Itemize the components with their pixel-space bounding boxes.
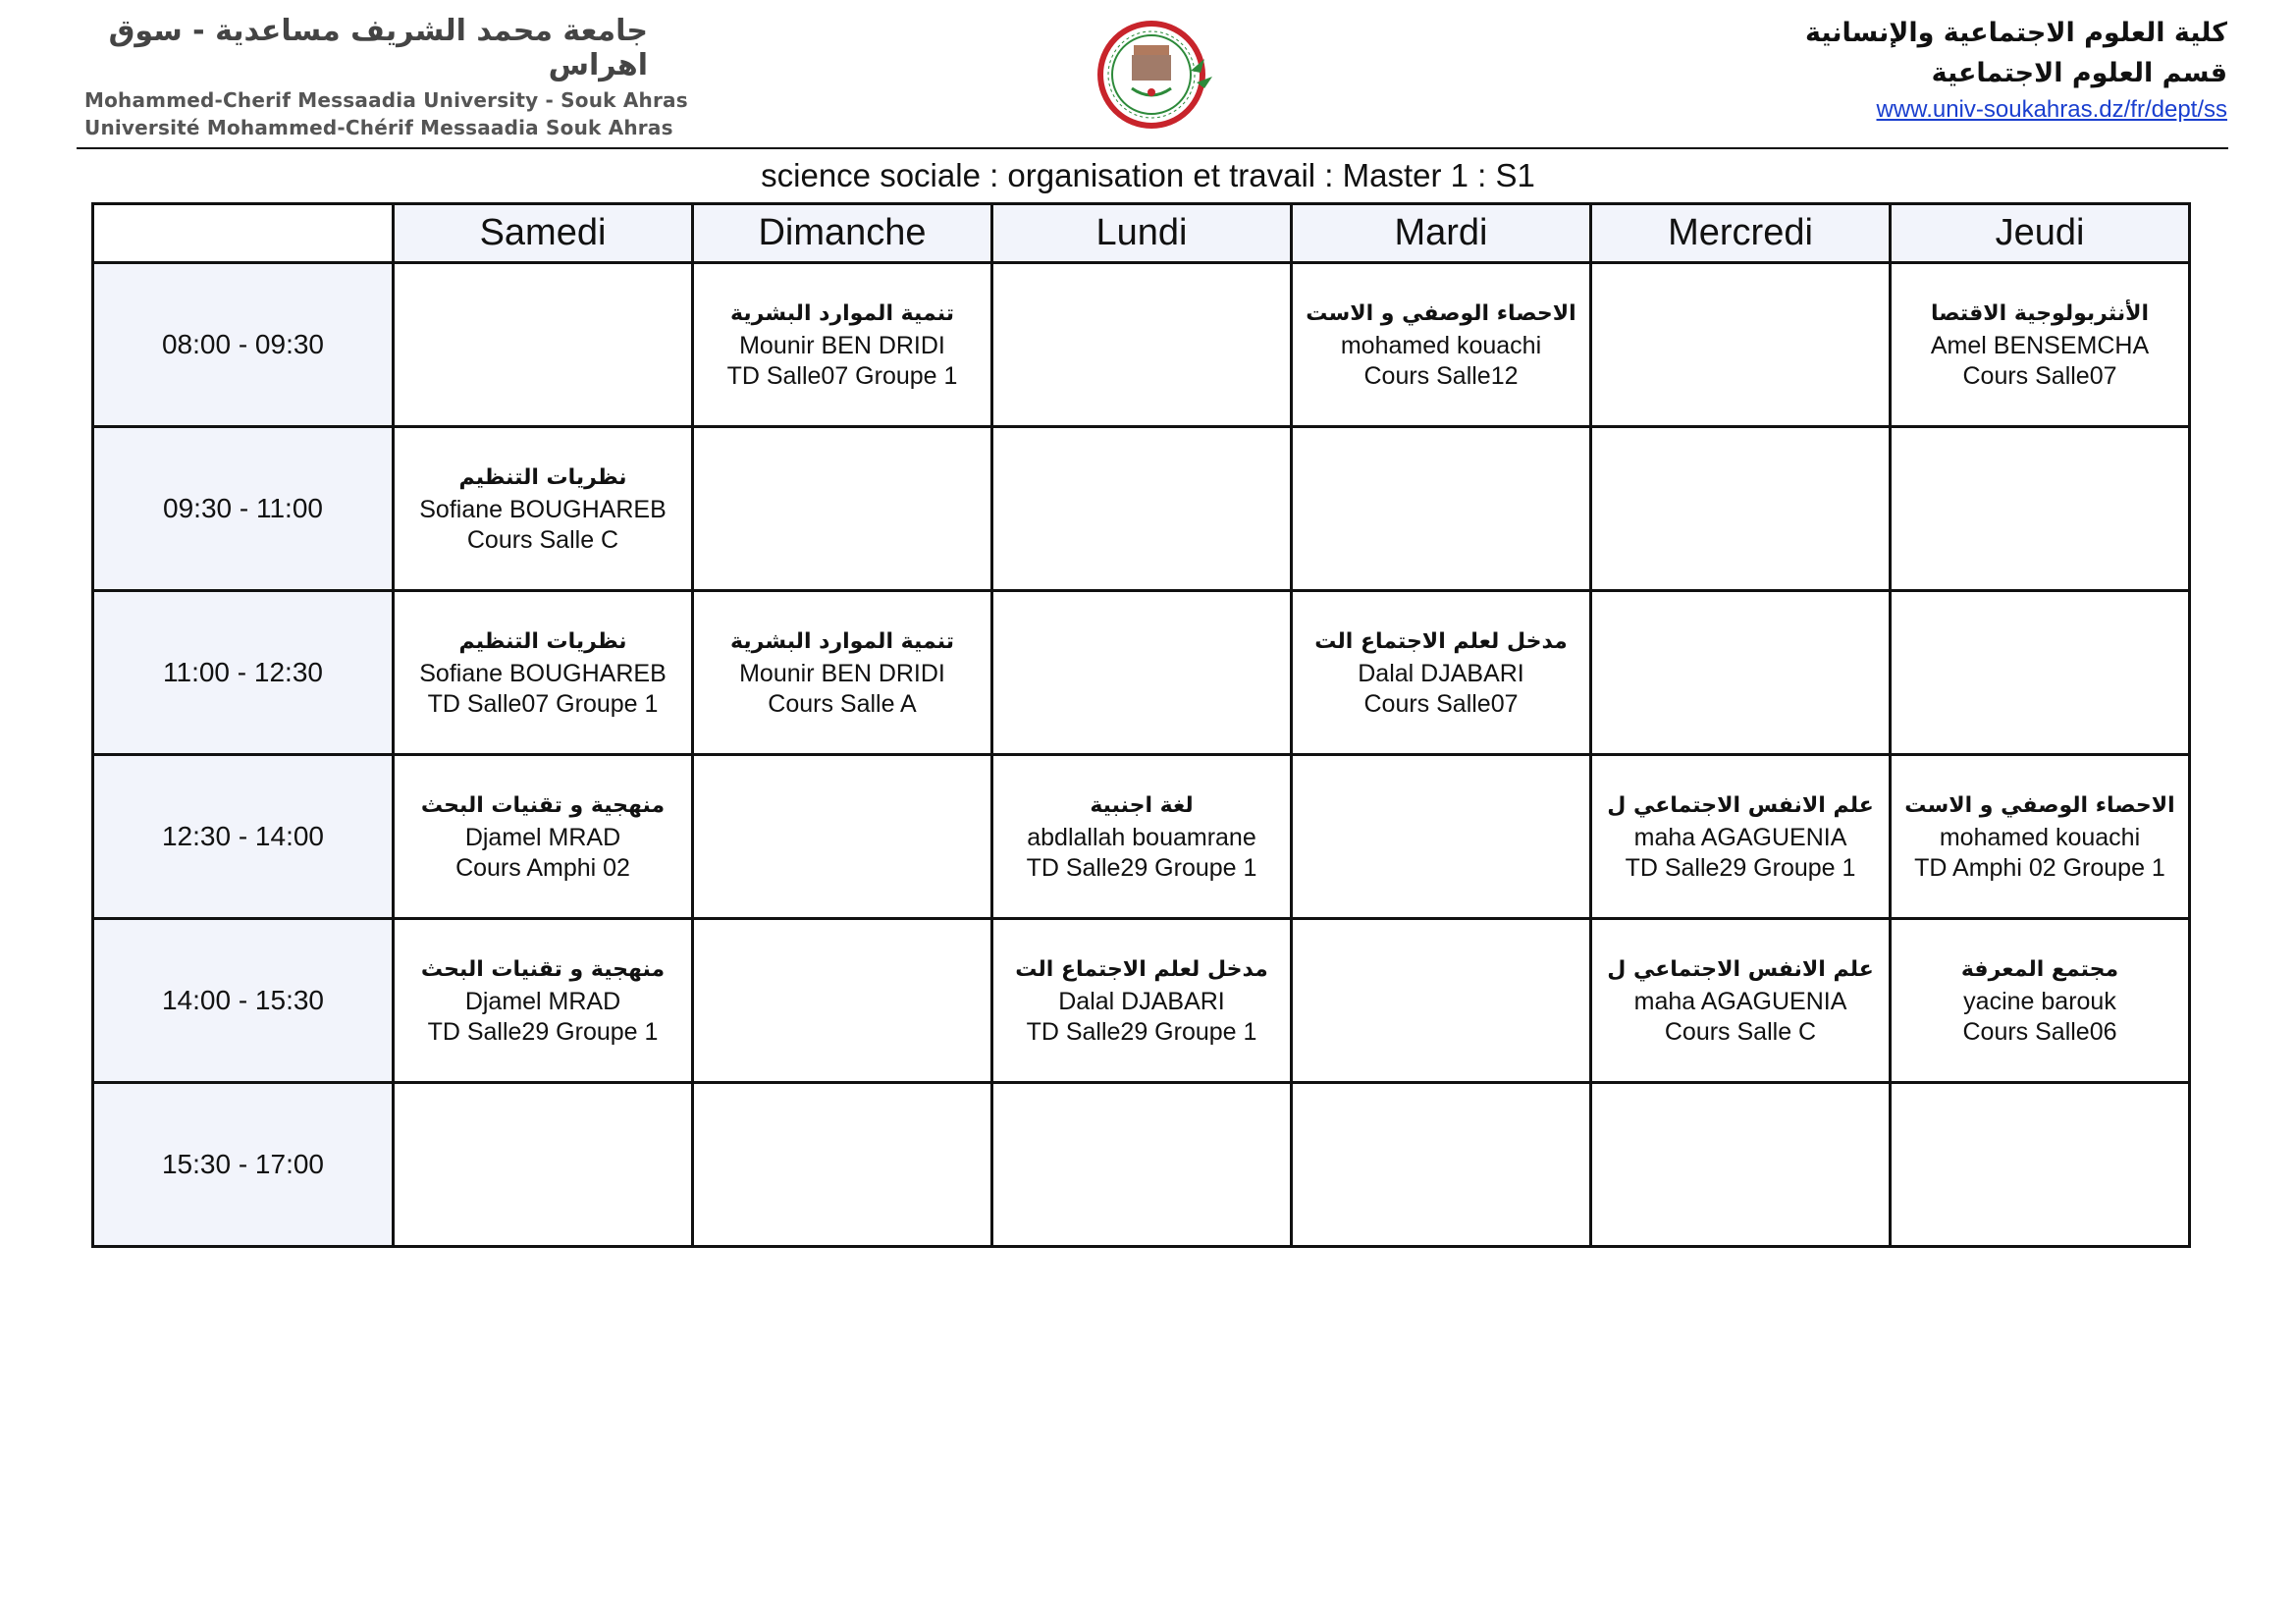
university-seal-icon — [1095, 14, 1227, 130]
session-cell-samedi — [394, 263, 693, 427]
session-cell-samedi — [394, 427, 693, 591]
session-cell-dimanche — [693, 263, 992, 427]
session-cell-lundi — [992, 263, 1292, 427]
course-room: TD Salle29 Groupe 1 — [1026, 854, 1257, 882]
course-subject: علم الانفس الاجتماعي ل — [1607, 957, 1874, 982]
university-name-block — [79, 14, 688, 139]
course-subject: منهجية و تقنيات البحث — [420, 793, 666, 818]
course-subject: مجتمع المعرفة — [1960, 957, 2119, 982]
session-cell-mardi — [1292, 755, 1591, 919]
course-subject: الاحصاء الوصفي و الاست — [1306, 301, 1576, 326]
session-cell-lundi — [992, 919, 1292, 1083]
university-name-english: Mohammed-Cherif Messaadia University - Souk Ahras — [84, 88, 688, 112]
day-header-jeudi: Jeudi — [1891, 204, 2190, 263]
session-cell-mercredi — [1591, 1083, 1891, 1247]
day-header-row — [93, 204, 2190, 263]
session-cell-mercredi — [1591, 427, 1891, 591]
course-teacher: Mounir BEN DRIDI — [739, 332, 945, 359]
table-row — [93, 1083, 2190, 1247]
timetable — [91, 202, 2191, 1248]
session-cell-lundi — [992, 591, 1292, 755]
session-cell-mercredi — [1591, 591, 1891, 755]
day-header-dimanche: Dimanche — [693, 204, 992, 263]
course-subject: تنمية الموارد البشرية — [730, 629, 954, 654]
session-cell-mercredi — [1591, 263, 1891, 427]
course-subject: علم الانفس الاجتماعي ل — [1607, 793, 1874, 818]
day-header-lundi: Lundi — [992, 204, 1292, 263]
course-subject: مدخل لعلم الاجتماع الت — [1314, 629, 1568, 654]
session-cell-dimanche — [693, 755, 992, 919]
session-cell-jeudi — [1891, 755, 2190, 919]
table-row — [93, 919, 2190, 1083]
course-room: TD Salle29 Groupe 1 — [1625, 854, 1856, 882]
session-cell-lundi — [992, 427, 1292, 591]
schedule-title: science sociale : organisation et travail : Master 1 : S1 — [761, 157, 1535, 193]
course-room: Cours Salle A — [768, 690, 917, 718]
table-row — [93, 755, 2190, 919]
table-row — [93, 591, 2190, 755]
session-cell-mardi — [1292, 1083, 1591, 1247]
time-slot-cell: 12:30 - 14:00 — [93, 755, 394, 919]
time-slot-cell: 14:00 - 15:30 — [93, 919, 394, 1083]
course-subject: لغة اجنبية — [1090, 793, 1194, 818]
university-name-arabic: جامعة محمد الشريف مساعدية - سوق اهراس — [108, 14, 648, 82]
course-room: Cours Salle07 — [1962, 362, 2117, 390]
session-cell-mardi — [1292, 427, 1591, 591]
course-teacher: maha AGAGUENIA — [1633, 824, 1847, 851]
course-room: TD Salle29 Groupe 1 — [1026, 1018, 1257, 1046]
university-name-french: Université Mohammed-Chérif Messaadia Souk Ahras — [84, 116, 673, 139]
time-slot-cell: 11:00 - 12:30 — [93, 591, 394, 755]
course-subject: نظريات التنظيم — [458, 629, 627, 654]
course-teacher: Dalal DJABARI — [1358, 660, 1524, 687]
course-room: TD Salle07 Groupe 1 — [427, 690, 659, 718]
session-cell-dimanche — [693, 919, 992, 1083]
course-room: TD Salle29 Groupe 1 — [427, 1018, 659, 1046]
session-cell-mardi — [1292, 591, 1591, 755]
table-row — [93, 427, 2190, 591]
course-subject: تنمية الموارد البشرية — [730, 301, 954, 326]
session-cell-mardi — [1292, 919, 1591, 1083]
session-cell-jeudi — [1891, 919, 2190, 1083]
day-header-samedi: Samedi — [394, 204, 693, 263]
department-website-link[interactable]: www.univ-soukahras.dz/fr/dept/ss — [1876, 96, 2227, 123]
session-cell-jeudi — [1891, 427, 2190, 591]
header-divider — [77, 147, 2228, 149]
course-room: Cours Salle06 — [1962, 1018, 2117, 1046]
session-cell-dimanche — [693, 427, 992, 591]
faculty-name-arabic: كلية العلوم الاجتماعية والإنسانية — [1804, 18, 2227, 48]
course-room: Cours Salle07 — [1363, 690, 1519, 718]
course-subject: الأنثربولوجية الاقتصا — [1930, 301, 2150, 326]
session-cell-mardi — [1292, 263, 1591, 427]
corner-cell — [93, 204, 394, 263]
session-cell-mercredi — [1591, 755, 1891, 919]
session-cell-samedi — [394, 755, 693, 919]
session-cell-jeudi — [1891, 1083, 2190, 1247]
course-subject: الاحصاء الوصفي و الاست — [1904, 793, 2175, 818]
course-teacher: Amel BENSEMCHA — [1930, 332, 2150, 359]
session-cell-samedi — [394, 919, 693, 1083]
course-subject: نظريات التنظيم — [458, 465, 627, 490]
time-slot-cell: 15:30 - 17:00 — [93, 1083, 394, 1247]
course-room: Cours Salle12 — [1363, 362, 1519, 390]
time-slot-cell: 09:30 - 11:00 — [93, 427, 394, 591]
course-room: Cours Salle C — [1664, 1018, 1817, 1046]
course-room: TD Amphi 02 Groupe 1 — [1914, 854, 2165, 882]
session-cell-samedi — [394, 591, 693, 755]
day-header-mercredi: Mercredi — [1591, 204, 1891, 263]
faculty-block — [1805, 18, 2227, 124]
course-teacher: Dalal DJABARI — [1058, 988, 1225, 1015]
course-teacher: yacine barouk — [1963, 988, 2116, 1015]
time-slot-cell: 08:00 - 09:30 — [93, 263, 394, 427]
course-room: Cours Salle C — [466, 526, 619, 554]
session-cell-lundi — [992, 1083, 1292, 1247]
table-row — [93, 263, 2190, 427]
course-teacher: maha AGAGUENIA — [1633, 988, 1847, 1015]
course-room: TD Salle07 Groupe 1 — [726, 362, 958, 390]
course-teacher: Djamel MRAD — [464, 988, 621, 1015]
session-cell-dimanche — [693, 1083, 992, 1247]
session-cell-mercredi — [1591, 919, 1891, 1083]
department-name-arabic: قسم العلوم الاجتماعية — [1931, 58, 2227, 88]
session-cell-jeudi — [1891, 263, 2190, 427]
session-cell-dimanche — [693, 591, 992, 755]
course-teacher: Sofiane BOUGHAREB — [419, 660, 667, 687]
day-header-mardi: Mardi — [1292, 204, 1591, 263]
course-teacher: Sofiane BOUGHAREB — [419, 496, 667, 523]
course-teacher: mohamed kouachi — [1340, 332, 1542, 359]
course-room: Cours Amphi 02 — [455, 854, 630, 882]
course-teacher: mohamed kouachi — [1939, 824, 2141, 851]
session-cell-samedi — [394, 1083, 693, 1247]
course-teacher: abdlallah bouamrane — [1027, 824, 1256, 851]
session-cell-lundi — [992, 755, 1292, 919]
course-subject: منهجية و تقنيات البحث — [420, 957, 666, 982]
session-cell-jeudi — [1891, 591, 2190, 755]
course-teacher: Mounir BEN DRIDI — [739, 660, 945, 687]
course-subject: مدخل لعلم الاجتماع الت — [1015, 957, 1268, 982]
course-teacher: Djamel MRAD — [464, 824, 621, 851]
